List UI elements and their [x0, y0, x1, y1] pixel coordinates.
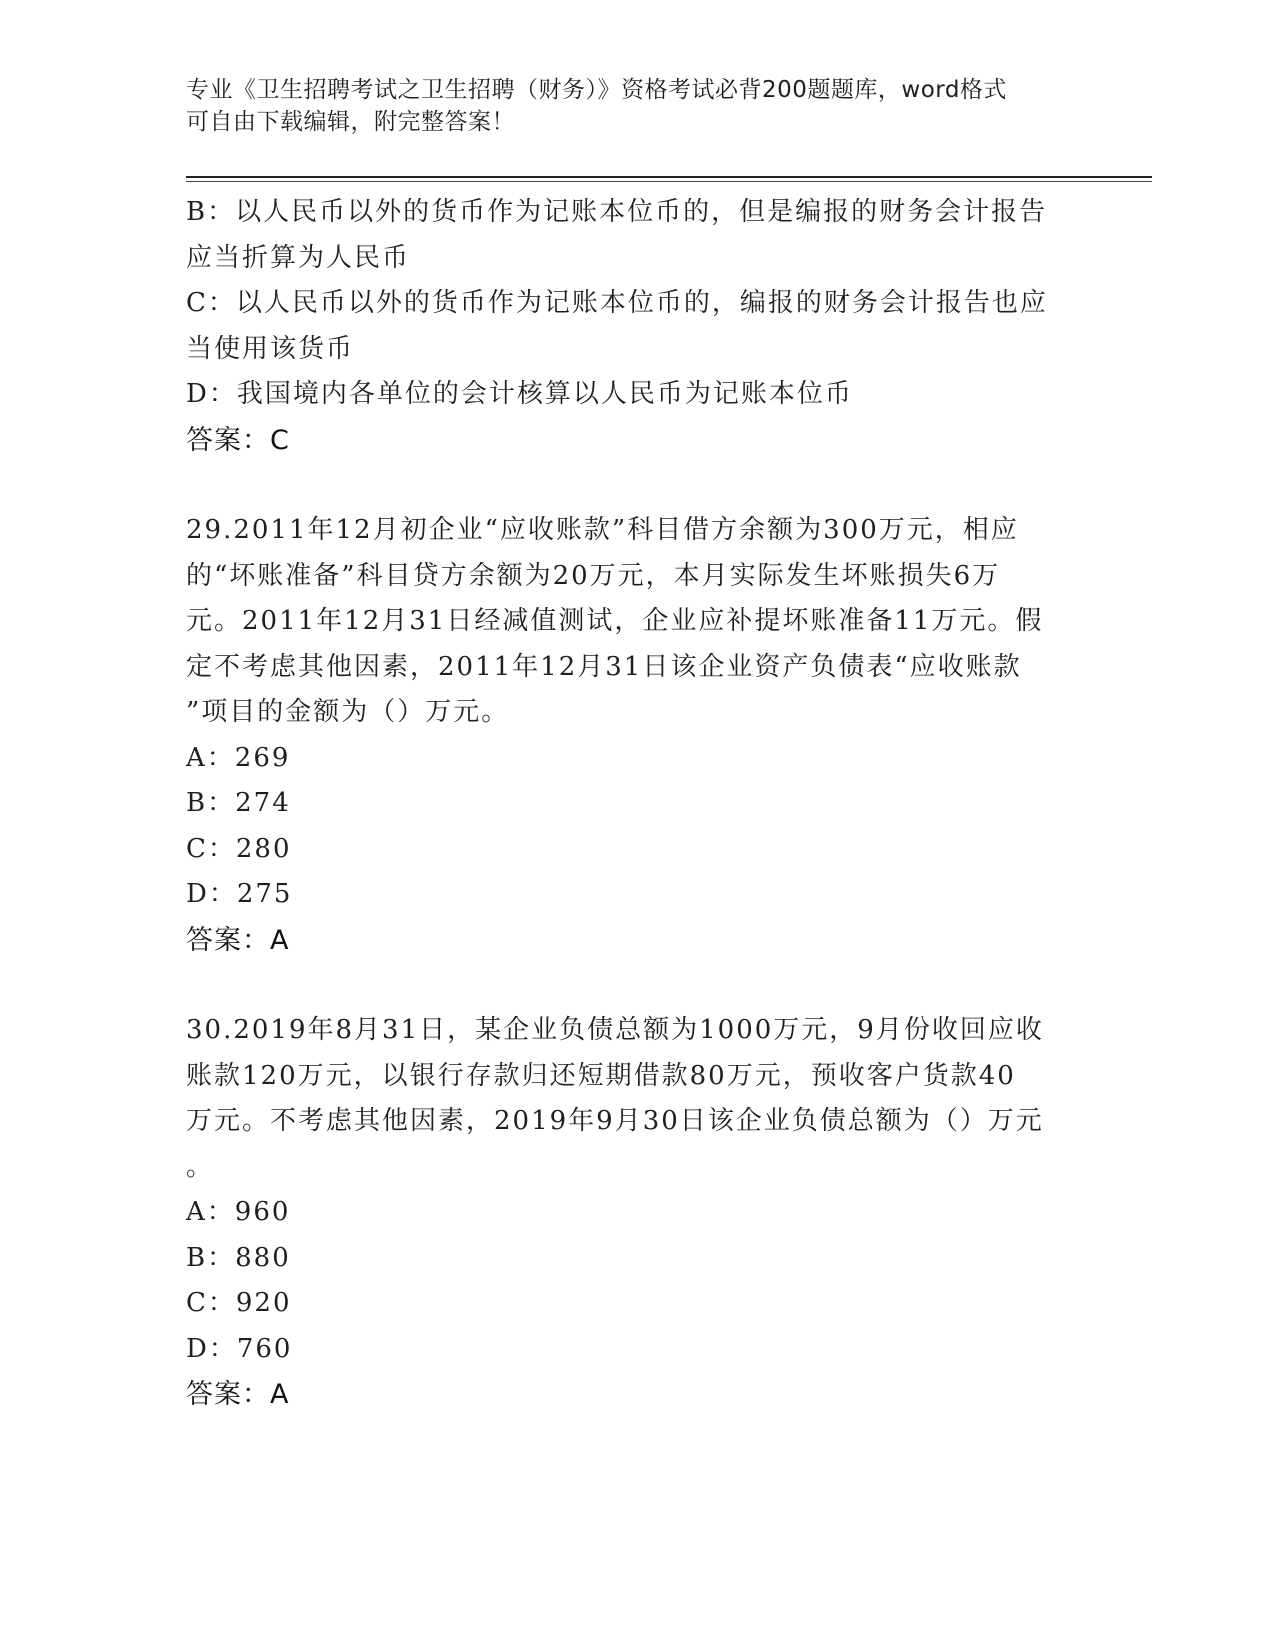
- header-divider-thick: [186, 176, 1152, 178]
- question-stem-line: 账款120万元，以银行存款归还短期借款80万元，预收客户货款40: [186, 1060, 1016, 1091]
- question-30: [186, 1008, 1086, 1418]
- question-29: [186, 508, 1086, 963]
- question-stem-line: 元。2011年12月31日经减值测试，企业应补提坏账准备11万元。假: [186, 606, 1044, 636]
- option-line: B：以人民币以外的货币作为记账本位币的，但是编报的财务会计报告: [186, 197, 1048, 227]
- question-spacer: [186, 963, 1086, 1008]
- document-header: [186, 74, 1066, 138]
- question-stem-line: 万元。不考虑其他因素，2019年9月30日该企业负债总额为（）万元: [186, 1106, 1044, 1136]
- option-b: B：274: [186, 788, 291, 818]
- document-body: [186, 190, 1086, 1418]
- answer-line: 答案：A: [186, 924, 290, 956]
- option-line: 当使用该货币: [186, 333, 355, 364]
- question-stem-line: 29.2011年12月初企业“应收账款”科目借方余额为300万元，相应: [186, 515, 1019, 545]
- option-line: 应当折算为人民币: [186, 242, 411, 273]
- option-d: D：275: [186, 879, 293, 909]
- previous-question-continuation: [186, 190, 1086, 463]
- question-spacer: [186, 463, 1086, 508]
- header-line: 专业《卫生招聘考试之卫生招聘（财务）》资格考试必背200题题库，word格式: [186, 77, 1007, 103]
- header-divider-thin: [186, 181, 1152, 182]
- option-b: B：880: [186, 1242, 291, 1273]
- question-stem-line: 定不考虑其他因素，2011年12月31日该企业资产负债表“应收账款: [186, 651, 1022, 682]
- option-c: C：280: [186, 833, 292, 864]
- option-a: A：960: [186, 1197, 291, 1227]
- option-a: A：269: [186, 742, 291, 773]
- answer-line: 答案：A: [186, 1379, 290, 1410]
- question-stem-line: 。: [186, 1151, 215, 1182]
- answer-line: 答案：C: [186, 424, 290, 456]
- question-stem-line: 的“坏账准备”科目贷方余额为20万元，本月实际发生坏账损失6万: [186, 560, 1001, 591]
- header-line: 可自由下载编辑，附完整答案！: [186, 109, 515, 135]
- option-d: D：760: [186, 1333, 293, 1364]
- question-stem-line: 30.2019年8月31日，某企业负债总额为1000万元，9月份收回应收: [186, 1015, 1044, 1045]
- option-line: D：我国境内各单位的会计核算以人民币为记账本位币: [186, 379, 853, 409]
- option-line: C：以人民币以外的货币作为记账本位币的，编报的财务会计报告也应: [186, 288, 1048, 318]
- option-c: C：920: [186, 1288, 292, 1318]
- question-stem-line: ”项目的金额为（）万元。: [186, 697, 510, 727]
